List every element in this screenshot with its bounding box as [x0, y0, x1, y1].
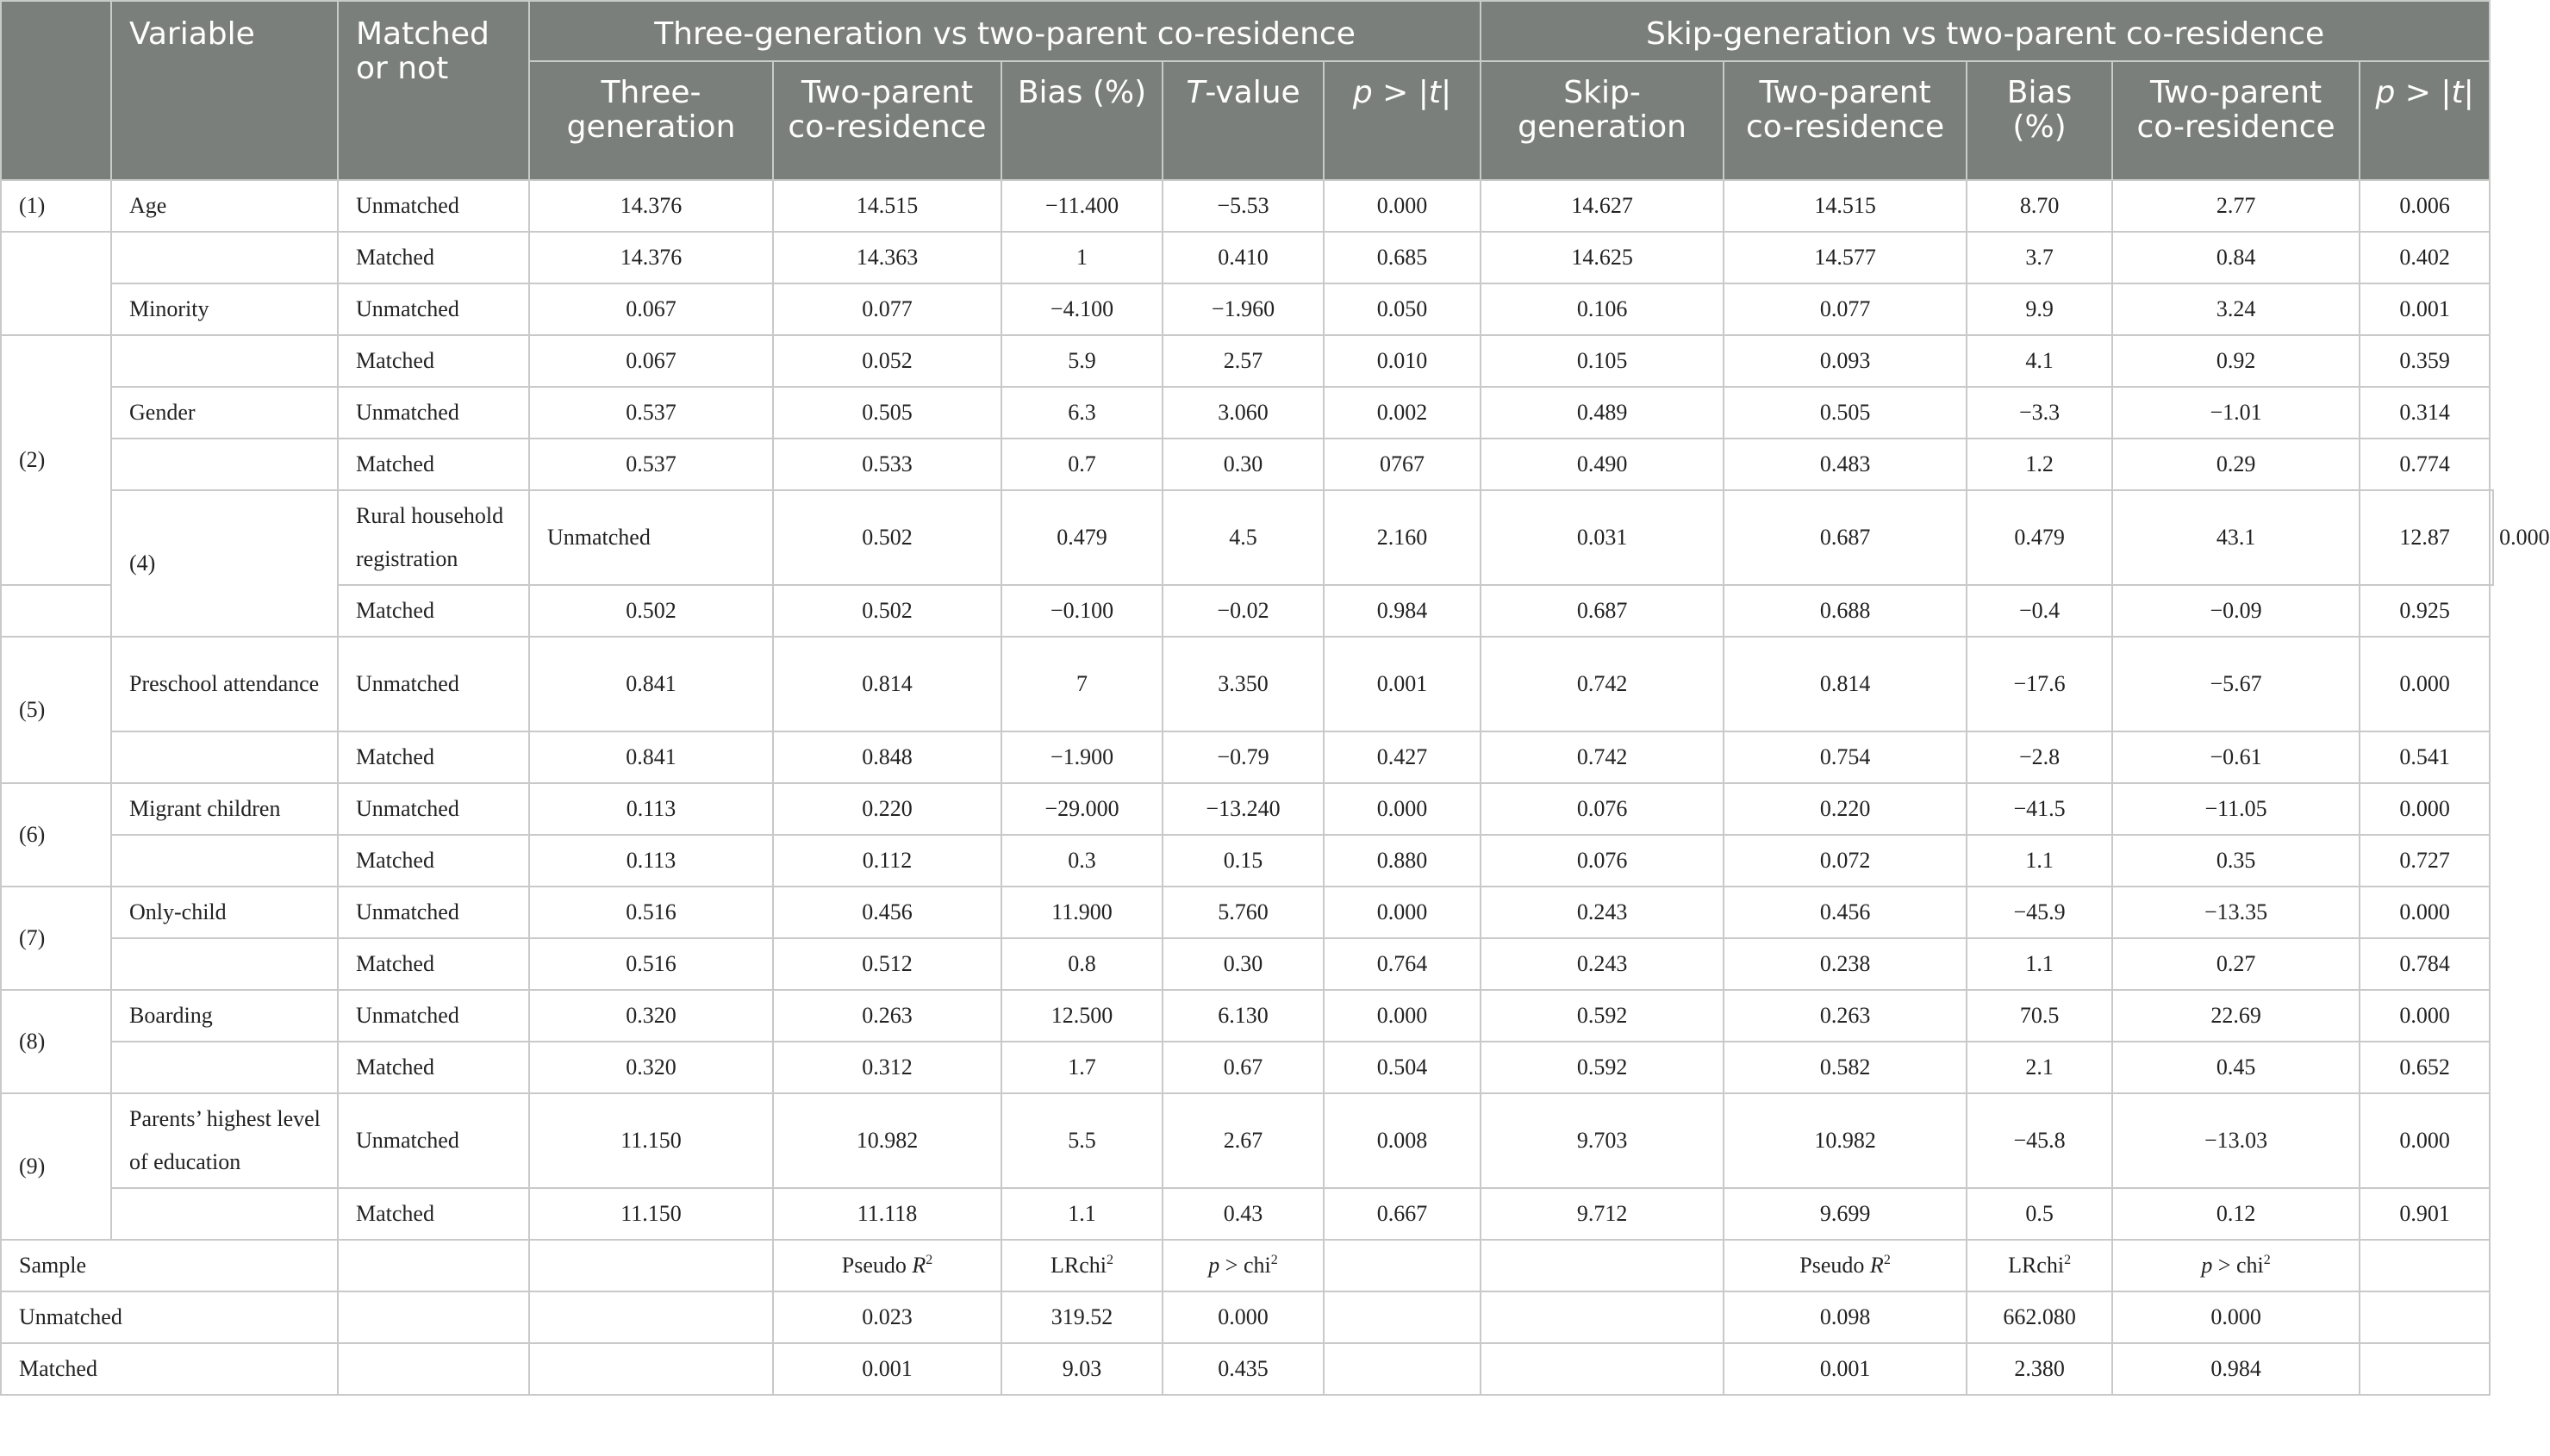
- cell: 2.160: [1324, 490, 1481, 585]
- cell: 0.314: [2360, 387, 2490, 439]
- cell: 0.814: [773, 637, 1001, 731]
- cell: 9.699: [1724, 1188, 1967, 1240]
- row-number: (6): [1, 783, 111, 887]
- cell: 0.010: [1324, 335, 1481, 387]
- cell: 0.220: [1724, 783, 1967, 835]
- cell: 319.52: [1001, 1291, 1163, 1343]
- row-variable: Boarding: [111, 990, 338, 1042]
- table-row: [1, 387, 2493, 439]
- cell: 3.7: [1967, 232, 2112, 283]
- header-variable: Variable: [111, 1, 338, 180]
- cell: 0.35: [2112, 835, 2360, 887]
- subheader-p-value-2: p > |t|: [2360, 61, 2490, 180]
- cell: 1.7: [1001, 1042, 1163, 1093]
- cell: −0.02: [1163, 585, 1324, 637]
- cell: 0.001: [1724, 1343, 1967, 1395]
- cell: 0.841: [529, 637, 773, 731]
- cell: 5.760: [1163, 887, 1324, 938]
- row-matched: Matched: [338, 585, 529, 637]
- subheader-skip-generation: Skip-generation: [1481, 61, 1724, 180]
- lrchi2-header-2: LRchi$^2$: [1967, 1240, 2112, 1291]
- cell: 0.320: [529, 1042, 773, 1093]
- cell: [2360, 1240, 2490, 1291]
- cell: [2360, 1291, 2490, 1343]
- cell: 3.060: [1163, 387, 1324, 439]
- cell: 6.130: [1163, 990, 1324, 1042]
- row-variable: Migrant children: [111, 783, 338, 835]
- cell: −0.79: [1163, 731, 1324, 783]
- cell: 0.077: [773, 283, 1001, 335]
- cell: 0.92: [2112, 335, 2360, 387]
- cell: 0.30: [1163, 938, 1324, 990]
- row-matched: Unmatched: [338, 887, 529, 938]
- cell: 12.87: [2360, 490, 2490, 585]
- cell: 1.1: [1001, 1188, 1163, 1240]
- cell: 0.45: [2112, 1042, 2360, 1093]
- cell: [1324, 1343, 1481, 1395]
- row-variable: Only-child: [111, 887, 338, 938]
- cell: 9.03: [1001, 1343, 1163, 1395]
- cell: 0.901: [2360, 1188, 2490, 1240]
- cell: 0.000: [1324, 887, 1481, 938]
- cell: 0.742: [1481, 731, 1724, 783]
- cell: 1.1: [1967, 835, 2112, 887]
- cell: [529, 1240, 773, 1291]
- cell: −2.8: [1967, 731, 2112, 783]
- cell: 0.984: [1324, 585, 1481, 637]
- cell: 0.220: [773, 783, 1001, 835]
- cell: 0.479: [1001, 490, 1163, 585]
- row-variable: Parents’ highest level of education: [111, 1093, 338, 1188]
- cell: 0.537: [529, 387, 773, 439]
- cell: 0.076: [1481, 835, 1724, 887]
- cell: [338, 1240, 529, 1291]
- cell: −11.05: [2112, 783, 2360, 835]
- subheader-two-parent-1: Two-parent co-residence: [773, 61, 1001, 180]
- cell: 43.1: [2112, 490, 2360, 585]
- cell: 14.515: [773, 180, 1001, 232]
- cell: 0.001: [773, 1343, 1001, 1395]
- cell: 0.002: [1324, 387, 1481, 439]
- cell: −1.01: [2112, 387, 2360, 439]
- cell: 4.5: [1163, 490, 1324, 585]
- cell: 0.263: [773, 990, 1001, 1042]
- row-matched: Unmatched: [529, 490, 773, 585]
- table-row: [1, 1042, 2493, 1093]
- cell: 0.106: [1481, 283, 1724, 335]
- p-chi2-header-2: p > chi$^2$: [2112, 1240, 2360, 1291]
- cell: 0.067: [529, 335, 773, 387]
- cell: 0.113: [529, 783, 773, 835]
- cell: 2.1: [1967, 1042, 2112, 1093]
- cell: 1.2: [1967, 439, 2112, 490]
- cell: 0.359: [2360, 335, 2490, 387]
- table-row: [1, 990, 2493, 1042]
- cell: 0.077: [1724, 283, 1967, 335]
- cell: 0.880: [1324, 835, 1481, 887]
- cell: 0.000: [2360, 887, 2490, 938]
- cell: 0.000: [1324, 783, 1481, 835]
- row-variable: [111, 938, 338, 990]
- cell: −0.61: [2112, 731, 2360, 783]
- cell: 0.000: [1324, 990, 1481, 1042]
- table-row: [1, 490, 2493, 585]
- cell: −0.09: [2112, 585, 2360, 637]
- cell: 14.627: [1481, 180, 1724, 232]
- row-matched: Matched: [338, 232, 529, 283]
- row-variable: [111, 1042, 338, 1093]
- cell: 0.504: [1324, 1042, 1481, 1093]
- cell: [1481, 1291, 1724, 1343]
- cell: −41.5: [1967, 783, 2112, 835]
- cell: 70.5: [1967, 990, 2112, 1042]
- cell: −13.240: [1163, 783, 1324, 835]
- row-matched: Matched: [338, 731, 529, 783]
- cell: [529, 1343, 773, 1395]
- cell: 0.098: [1724, 1291, 1967, 1343]
- cell: 22.69: [2112, 990, 2360, 1042]
- cell: 2.77: [2112, 180, 2360, 232]
- cell: [529, 1291, 773, 1343]
- table-row: [1, 1093, 2493, 1188]
- cell: 0.537: [529, 439, 773, 490]
- cell: 1: [1001, 232, 1163, 283]
- cell: 11.150: [529, 1093, 773, 1188]
- cell: 0.27: [2112, 938, 2360, 990]
- p-chi2-header-1: p > chi$^2$: [1163, 1240, 1324, 1291]
- cell: [2360, 1343, 2490, 1395]
- cell: 0.592: [1481, 990, 1724, 1042]
- row-matched: Unmatched: [338, 1093, 529, 1188]
- row-variable: Preschool attendance: [111, 637, 338, 731]
- cell: 0.312: [773, 1042, 1001, 1093]
- subheader-two-parent-3: Two-parent co-residence: [2112, 61, 2360, 180]
- cell: 9.9: [1967, 283, 2112, 335]
- row-variable: [111, 731, 338, 783]
- row-variable: [111, 835, 338, 887]
- cell: 10.982: [773, 1093, 1001, 1188]
- cell: 0.000: [1163, 1291, 1324, 1343]
- cell: 0.67: [1163, 1042, 1324, 1093]
- cell: 0.582: [1724, 1042, 1967, 1093]
- cell: 2.380: [1967, 1343, 2112, 1395]
- cell: 0.435: [1163, 1343, 1324, 1395]
- cell: 0.512: [773, 938, 1001, 990]
- cell: 0.076: [1481, 783, 1724, 835]
- row-variable: [111, 439, 338, 490]
- table-row: [1, 835, 2493, 887]
- row-number: [1, 232, 111, 335]
- cell: −13.35: [2112, 887, 2360, 938]
- summary-label: Unmatched: [1, 1291, 338, 1343]
- cell: 0.8: [1001, 938, 1163, 990]
- row-variable: [1, 585, 111, 637]
- summary-header-row: [1, 1240, 2493, 1291]
- cell: 14.376: [529, 232, 773, 283]
- sample-label: Sample: [1, 1240, 338, 1291]
- summary-label: Matched: [1, 1343, 338, 1395]
- row-matched: Matched: [338, 1042, 529, 1093]
- cell: 11.118: [773, 1188, 1001, 1240]
- subheader-p-value-1: p > |t|: [1324, 61, 1481, 180]
- row-matched: Matched: [338, 439, 529, 490]
- row-variable: Gender: [111, 387, 338, 439]
- row-variable: Minority: [111, 283, 338, 335]
- cell: 0767: [1324, 439, 1481, 490]
- cell: 0.687: [1481, 585, 1724, 637]
- pseudo-r2-header-2: Pseudo $R^2$: [1724, 1240, 1967, 1291]
- cell: 0.243: [1481, 938, 1724, 990]
- cell: 0.067: [529, 283, 773, 335]
- cell: [1481, 1343, 1724, 1395]
- cell: 0.000: [2360, 990, 2490, 1042]
- row-number: (9): [1, 1093, 111, 1240]
- table-row: [1, 335, 2493, 387]
- cell: 12.500: [1001, 990, 1163, 1042]
- cell: −17.6: [1967, 637, 2112, 731]
- row-variable: Age: [111, 180, 338, 232]
- cell: [1324, 1291, 1481, 1343]
- cell: 11.150: [529, 1188, 773, 1240]
- cell: 0.848: [773, 731, 1001, 783]
- cell: 0.925: [2360, 585, 2490, 637]
- row-matched: Unmatched: [338, 990, 529, 1042]
- row-matched: Unmatched: [338, 387, 529, 439]
- row-matched: Matched: [338, 335, 529, 387]
- cell: 0.008: [1324, 1093, 1481, 1188]
- cell: 0.243: [1481, 887, 1724, 938]
- cell: 5.9: [1001, 335, 1163, 387]
- cell: 14.363: [773, 232, 1001, 283]
- row-matched: Matched: [338, 938, 529, 990]
- cell: 0.505: [773, 387, 1001, 439]
- cell: 0.001: [1324, 637, 1481, 731]
- row-matched: Unmatched: [338, 283, 529, 335]
- cell: [338, 1343, 529, 1395]
- cell: 10.982: [1724, 1093, 1967, 1188]
- cell: 0.502: [773, 490, 1001, 585]
- subheader-two-parent-2: Two-parent co-residence: [1724, 61, 1967, 180]
- cell: 0.006: [2360, 180, 2490, 232]
- cell: −5.67: [2112, 637, 2360, 731]
- cell: 3.24: [2112, 283, 2360, 335]
- cell: 0.784: [2360, 938, 2490, 990]
- cell: 11.900: [1001, 887, 1163, 938]
- cell: −0.100: [1001, 585, 1163, 637]
- subheader-three-generation: Three-generation: [529, 61, 773, 180]
- cell: 0.031: [1481, 490, 1724, 585]
- cell: −45.8: [1967, 1093, 2112, 1188]
- table-row: [1, 783, 2493, 835]
- cell: 0.112: [773, 835, 1001, 887]
- subheader-bias-2: Bias (%): [1967, 61, 2112, 180]
- row-number: (5): [1, 637, 111, 783]
- cell: 2.67: [1163, 1093, 1324, 1188]
- cell: 14.376: [529, 180, 773, 232]
- cell: 0.12: [2112, 1188, 2360, 1240]
- cell: 0.490: [1481, 439, 1724, 490]
- cell: 0.072: [1724, 835, 1967, 887]
- cell: −11.400: [1001, 180, 1163, 232]
- summary-row-unmatched: [1, 1291, 2493, 1343]
- cell: 0.774: [2360, 439, 2490, 490]
- table-row: [1, 232, 2493, 283]
- cell: −13.03: [2112, 1093, 2360, 1188]
- cell: 0.652: [2360, 1042, 2490, 1093]
- cell: 0.427: [1324, 731, 1481, 783]
- row-variable: [111, 335, 338, 387]
- table-row: [1, 1188, 2493, 1240]
- cell: 0.29: [2112, 439, 2360, 490]
- cell: 0.489: [1481, 387, 1724, 439]
- cell: 0.841: [529, 731, 773, 783]
- cell: 0.000: [2360, 783, 2490, 835]
- cell: 0.320: [529, 990, 773, 1042]
- cell: 0.685: [1324, 232, 1481, 283]
- cell: 0.764: [1324, 938, 1481, 990]
- cell: 0.023: [773, 1291, 1001, 1343]
- cell: 0.402: [2360, 232, 2490, 283]
- header-group-skip-generation: Skip-generation vs two-parent co-residence: [1481, 1, 2490, 61]
- cell: 0.410: [1163, 232, 1324, 283]
- cell: 0.30: [1163, 439, 1324, 490]
- cell: 0.456: [773, 887, 1001, 938]
- cell: 0.541: [2360, 731, 2490, 783]
- table-row: [1, 938, 2493, 990]
- cell: [1481, 1240, 1724, 1291]
- cell: 0.502: [773, 585, 1001, 637]
- row-number: (8): [1, 990, 111, 1093]
- cell: 0.052: [773, 335, 1001, 387]
- cell: 1.1: [1967, 938, 2112, 990]
- cell: 6.3: [1001, 387, 1163, 439]
- row-matched: Unmatched: [338, 180, 529, 232]
- header-matched: Matched or not: [338, 1, 529, 180]
- cell: 0.001: [2360, 283, 2490, 335]
- cell: 0.687: [1724, 490, 1967, 585]
- t-letter: T: [1186, 75, 1206, 110]
- cell: 0.000: [2360, 637, 2490, 731]
- cell: 0.84: [2112, 232, 2360, 283]
- row-variable: [111, 1188, 338, 1240]
- header-group-three-generation: Three-generation vs two-parent co-residence: [529, 1, 1481, 61]
- cell: −0.4: [1967, 585, 2112, 637]
- row-matched: Unmatched: [338, 637, 529, 731]
- cell: 0.742: [1481, 637, 1724, 731]
- cell: 0.483: [1724, 439, 1967, 490]
- row-matched: Matched: [338, 1188, 529, 1240]
- cell: 0.533: [773, 439, 1001, 490]
- cell: 0.688: [1724, 585, 1967, 637]
- cell: 14.515: [1724, 180, 1967, 232]
- table-row: [1, 180, 2493, 232]
- row-matched: Unmatched: [338, 783, 529, 835]
- cell: 0.516: [529, 938, 773, 990]
- cell: 0.093: [1724, 335, 1967, 387]
- pseudo-r2-header-1: Pseudo $R^2$: [773, 1240, 1001, 1291]
- table-row: [1, 887, 2493, 938]
- cell: 9.712: [1481, 1188, 1724, 1240]
- row-variable: Rural household registration: [338, 490, 529, 585]
- table-row: [1, 637, 2493, 731]
- subheader-t-value: [1163, 61, 1324, 180]
- cell: −4.100: [1001, 283, 1163, 335]
- cell: 662.080: [1967, 1291, 2112, 1343]
- header-number: [1, 1, 111, 180]
- row-matched: Matched: [338, 835, 529, 887]
- cell: 0.5: [1967, 1188, 2112, 1240]
- lrchi2-header-1: LRchi$^2$: [1001, 1240, 1163, 1291]
- row-number: (1): [1, 180, 111, 232]
- cell: 0.3: [1001, 835, 1163, 887]
- table-row: [1, 585, 2493, 637]
- row-number: (4): [111, 490, 338, 637]
- cell: −5.53: [1163, 180, 1324, 232]
- cell: 0.667: [1324, 1188, 1481, 1240]
- cell: −1.900: [1001, 731, 1163, 783]
- cell: 0.502: [529, 585, 773, 637]
- cell: 7: [1001, 637, 1163, 731]
- cell: 0.000: [1324, 180, 1481, 232]
- cell: 0.505: [1724, 387, 1967, 439]
- row-variable: [111, 232, 338, 283]
- cell: −3.3: [1967, 387, 2112, 439]
- cell: 0.050: [1324, 283, 1481, 335]
- cell: 0.727: [2360, 835, 2490, 887]
- t-value-label: -value: [1205, 75, 1300, 110]
- cell: 0.814: [1724, 637, 1967, 731]
- cell: 0.516: [529, 887, 773, 938]
- cell: −29.000: [1001, 783, 1163, 835]
- table-row: [1, 439, 2493, 490]
- cell: −1.960: [1163, 283, 1324, 335]
- cell: [1324, 1240, 1481, 1291]
- cell: 2.57: [1163, 335, 1324, 387]
- cell: 4.1: [1967, 335, 2112, 387]
- cell: 14.625: [1481, 232, 1724, 283]
- cell: 9.703: [1481, 1093, 1724, 1188]
- cell: [338, 1291, 529, 1343]
- cell: 5.5: [1001, 1093, 1163, 1188]
- cell: 0.000: [2360, 1093, 2490, 1188]
- cell: 0.000: [2112, 1291, 2360, 1343]
- cell: −45.9: [1967, 887, 2112, 938]
- subheader-bias-1: Bias (%): [1001, 61, 1163, 180]
- cell: 0.113: [529, 835, 773, 887]
- cell: 0.43: [1163, 1188, 1324, 1240]
- row-number: (7): [1, 887, 111, 990]
- row-number: (2): [1, 335, 111, 585]
- cell: 0.105: [1481, 335, 1724, 387]
- cell: 0.7: [1001, 439, 1163, 490]
- cell: 0.592: [1481, 1042, 1724, 1093]
- table-row: [1, 731, 2493, 783]
- cell: 0.456: [1724, 887, 1967, 938]
- cell: 0.479: [1967, 490, 2112, 585]
- cell: 0.263: [1724, 990, 1967, 1042]
- cell: 0.754: [1724, 731, 1967, 783]
- cell: 0.000: [2490, 490, 2493, 585]
- cell: 0.15: [1163, 835, 1324, 887]
- cell: 0.238: [1724, 938, 1967, 990]
- table-row: [1, 283, 2493, 335]
- cell: 0.984: [2112, 1343, 2360, 1395]
- cell: 3.350: [1163, 637, 1324, 731]
- cell: 14.577: [1724, 232, 1967, 283]
- summary-row-matched: [1, 1343, 2493, 1395]
- cell: 8.70: [1967, 180, 2112, 232]
